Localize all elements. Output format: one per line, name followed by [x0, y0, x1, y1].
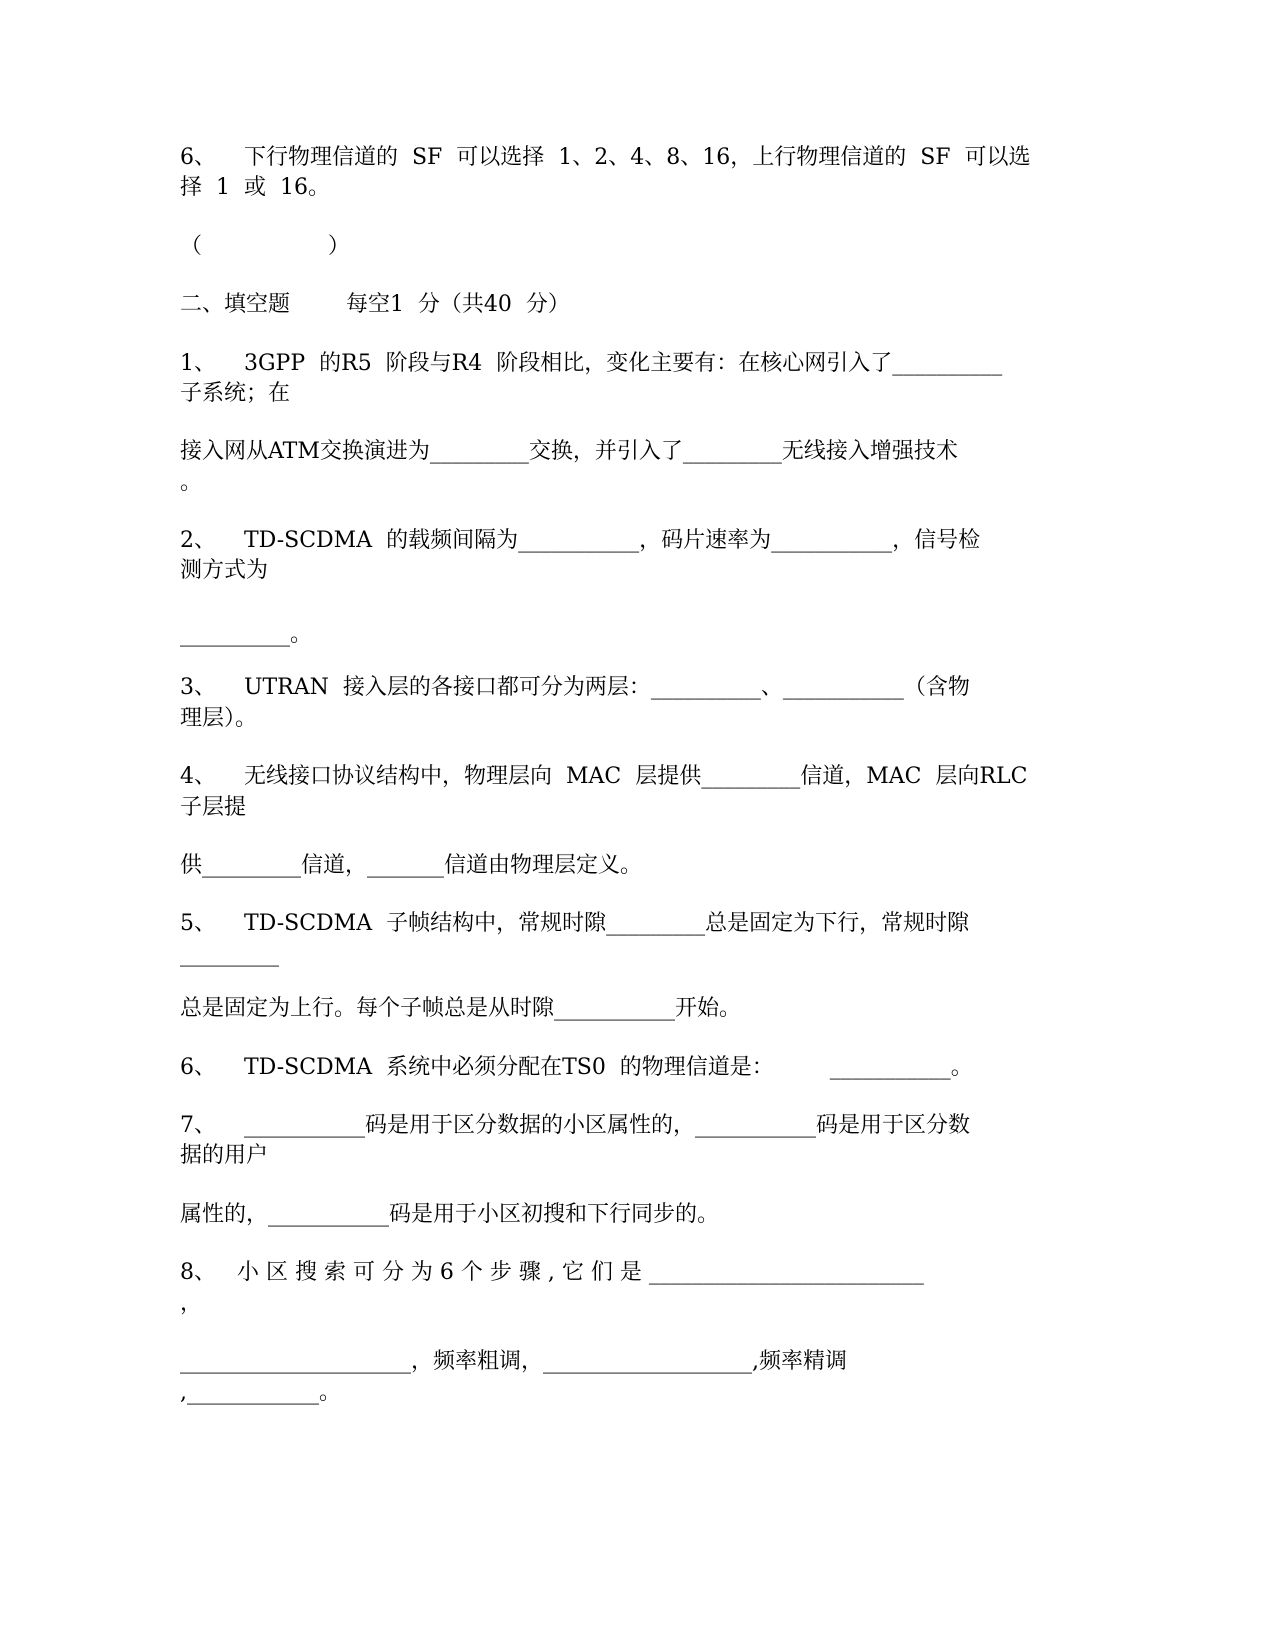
fill-q4-line-1: 4、 无线接口协议结构中，物理层向 MAC 层提供_________信道，MAC 层向RLC	[180, 764, 1028, 789]
fill-q4-line-2: 子层提	[180, 795, 247, 820]
fill-q8-line-2: ，	[180, 1291, 203, 1316]
fill-q2-line-2: 测方式为	[180, 558, 269, 583]
fill-q1-line-4: 。	[180, 470, 203, 495]
fill-q7-line-1: 7、 ___________码是用于区分数据的小区属性的，___________码是用于区分数	[180, 1113, 970, 1138]
fill-q1-line-2: 子系统；在	[180, 381, 291, 406]
fill-q4-line-3: 供_________信道，_______信道由物理层定义。	[180, 853, 643, 878]
fill-q5-line-3: 总是固定为上行。每个子帧总是从时隙___________开始。	[180, 996, 742, 1021]
fill-q3-line-2: 理层）。	[180, 706, 258, 731]
fill-q1-line-1: 1、 3GPP 的R5 阶段与R4 阶段相比，变化主要有：在核心网引入了__________	[180, 351, 1003, 376]
section-heading-fill-in-blank: 二、填空题 每空1 分（共40 分）	[180, 292, 570, 317]
fill-q2-line-1: 2、 TD-SCDMA 的载频间隔为___________，码片速率为___________，信号检	[180, 528, 981, 553]
fill-q2-line-3: __________。	[180, 622, 313, 647]
fill-q5-line-2: _________	[180, 942, 279, 967]
fill-q7-line-3: 属性的，___________码是用于小区初搜和下行同步的。	[180, 1202, 720, 1227]
fill-q7-line-2: 据的用户	[180, 1143, 269, 1168]
fill-q6-line-1: 6、 TD-SCDMA 系统中必须分配在TS0 的物理信道是： ___________。	[180, 1055, 973, 1080]
q6-true-false-line-2: 择 1 或 16。	[180, 175, 330, 200]
answer-parentheses: （ ）	[180, 234, 350, 259]
fill-q8-line-1: 8、 小 区 搜 索 可 分 为 6 个 步 骤 , 它 们 是 _________________________	[180, 1260, 924, 1285]
fill-q3-line-1: 3、 UTRAN 接入层的各接口都可分为两层：__________、___________（含物	[180, 675, 970, 700]
fill-q1-line-3: 接入网从ATM交换演进为_________交换，并引入了_________无线接入增强技术	[180, 439, 958, 464]
fill-q5-line-1: 5、 TD-SCDMA 子帧结构中，常规时隙_________总是固定为下行，常规时隙	[180, 911, 970, 936]
fill-q8-line-4: ,____________。	[180, 1380, 341, 1405]
fill-q8-line-3: _____________________，频率粗调，___________________,频率精调	[180, 1349, 847, 1374]
q6-true-false-line-1: 6、 下行物理信道的 SF 可以选择 1、2、4、8、16，上行物理信道的 SF 可以选	[180, 145, 1031, 170]
